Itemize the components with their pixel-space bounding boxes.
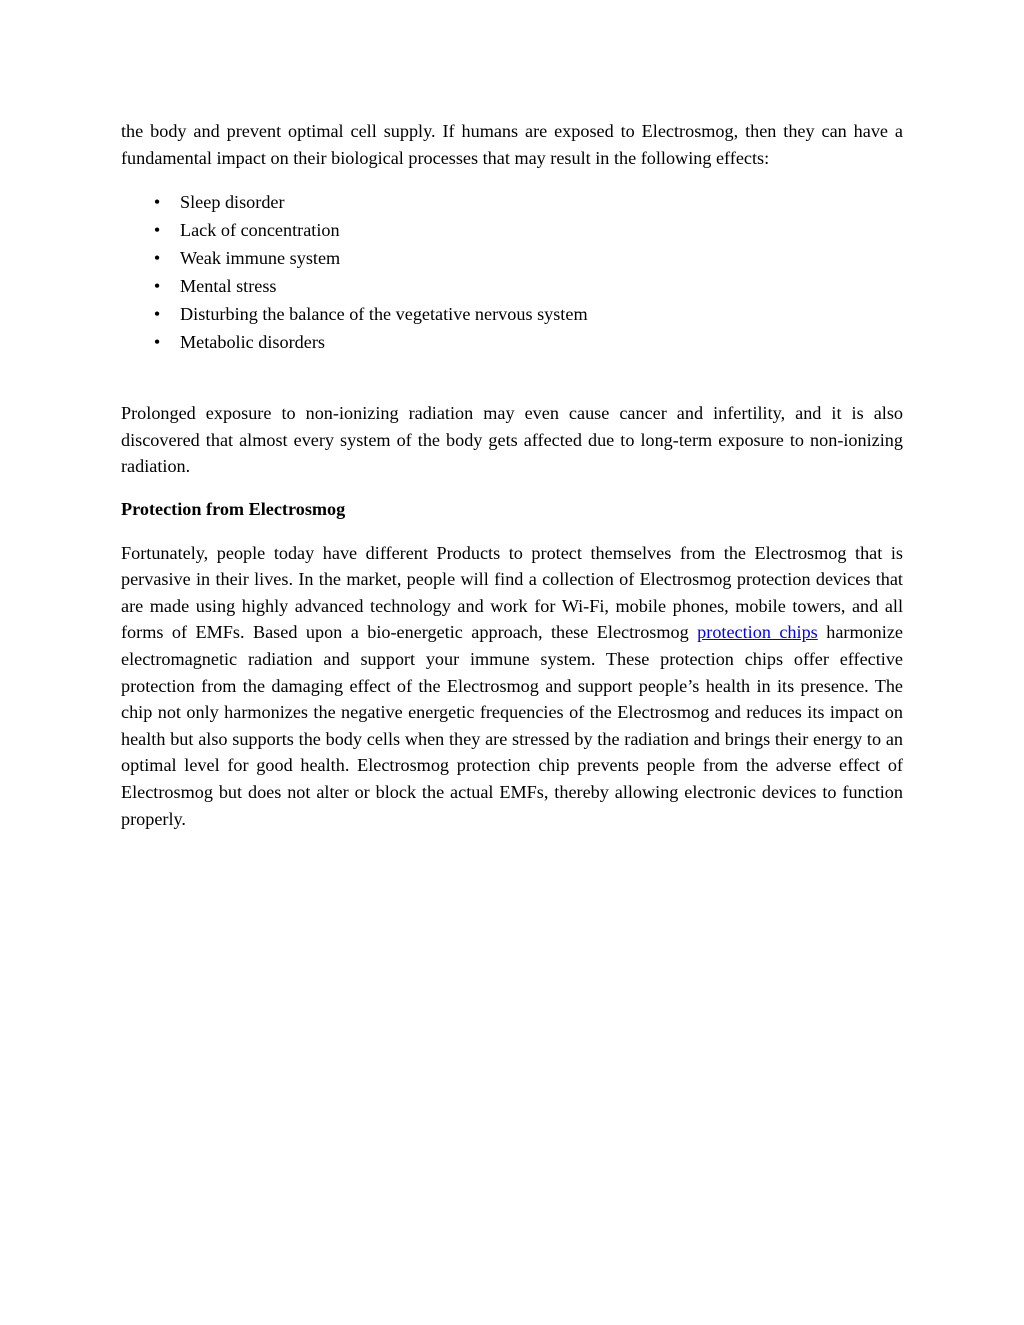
protection-text-before-link: Fortunately, people today have different Products to protect themselves from the Electrosmog that is pervasive in their lives. In the market, people will find a collection of Electrosmog protection devices that are made using highly advanced technology and work for Wi-Fi, mobile phones, mobile towers, and all forms of EMFs. Based upon a bio-energetic approach, these Electrosmog xyxy=(121,542,903,643)
intro-paragraph: the body and prevent optimal cell supply. If humans are exposed to Electrosmog, then they can have a fundamental impact on their biological processes that may result in the following effects: xyxy=(121,121,903,168)
document-page xyxy=(121,118,903,832)
protection-chips-link[interactable]: protection chips xyxy=(697,622,818,643)
list-item xyxy=(121,216,903,244)
list-item xyxy=(121,328,903,356)
bullet-icon: • xyxy=(153,276,161,297)
list-item xyxy=(121,272,903,300)
list-item-text: Metabolic disorders xyxy=(180,332,325,353)
bullet-icon: • xyxy=(153,332,161,353)
protection-text-after-link: harmonize electromagnetic radiation and support your immune system. These protection chips offer effective protection from the damaging effect of the Electrosmog and support people’s health in its presence. The chip not only harmonizes the negative energetic frequencies of the Electrosmog and reduces its impact on health but also supports the body cells when they are stressed by the radiation and brings their energy to an optimal level for good health. Electrosmog protection chip prevents people from the adverse effect of Electrosmog but does not alter or block the actual EMFs, thereby allowing electronic devices to function properly. xyxy=(121,622,903,829)
list-item xyxy=(121,188,903,216)
effects-list xyxy=(121,188,903,356)
bullet-icon: • xyxy=(153,304,161,325)
bullet-icon: • xyxy=(153,248,161,269)
bullet-icon: • xyxy=(153,220,161,241)
list-item-text: Lack of concentration xyxy=(180,220,340,241)
list-item-text: Disturbing the balance of the vegetative nervous system xyxy=(180,304,588,325)
list-item xyxy=(121,244,903,272)
list-item xyxy=(121,300,903,328)
list-item-text: Sleep disorder xyxy=(180,192,285,213)
bullet-icon: • xyxy=(153,192,161,213)
list-item-text: Weak immune system xyxy=(180,248,341,269)
protection-paragraph xyxy=(121,540,903,833)
list-item-text: Mental stress xyxy=(180,276,277,297)
section-heading: Protection from Electrosmog xyxy=(121,498,346,519)
radiation-paragraph: Prolonged exposure to non-ionizing radiation may even cause cancer and infertility, and it is also discovered that almost every system of the body gets affected due to long-term exposure to non-ionizing radiation. xyxy=(121,403,903,477)
